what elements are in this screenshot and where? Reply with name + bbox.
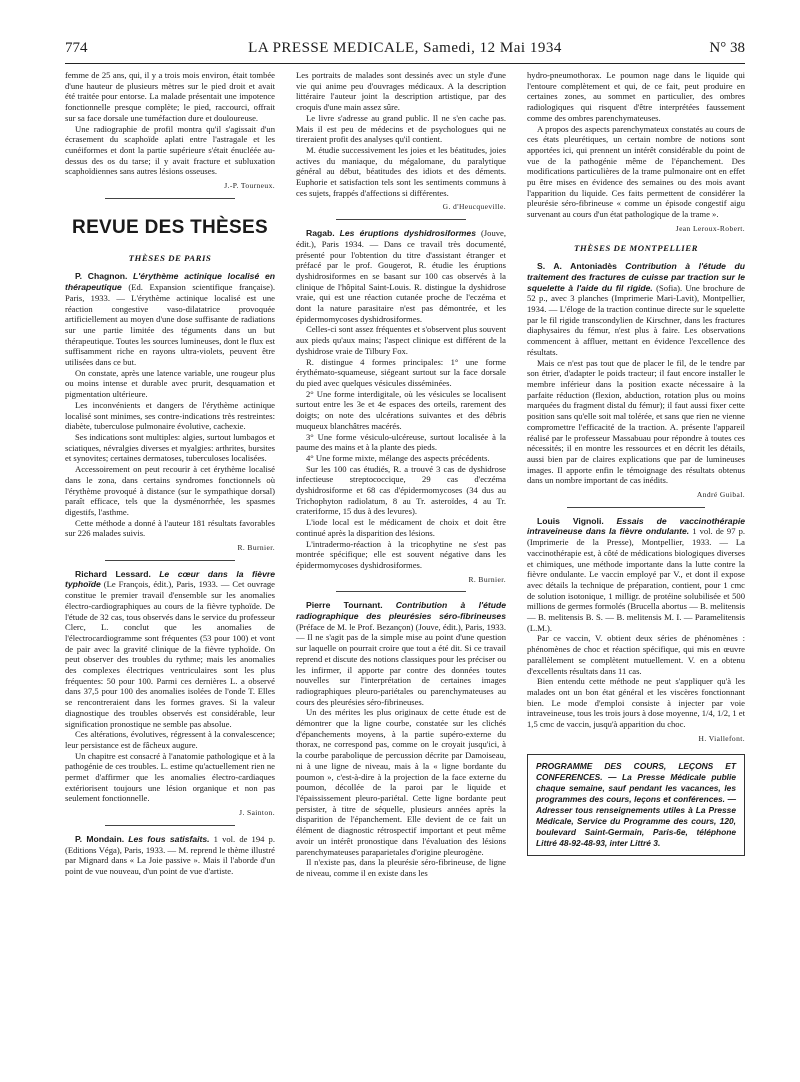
divider	[336, 219, 466, 220]
entry-body: 1 vol. de 97 p. (Imprimerie de la Presse), Montpellier, 1933. — La vaccinothérapie est, à côté de médications biologiques diverses et chimiques, une méthode importante dans la lutte contre la fièvre ondulante. Le vaccin employé par V., et dont il expose avec détails la technique de préparation, contient, pour 1 cmc de solution isotonique, 1 milligr. de protéine solubilisée et 500 millions de germes formolés (Brucella abortus — B. melitensis — B. melitensis B. S. — B. melitensis M. I. — Paramelitensis (L.M.).	[527, 526, 746, 633]
paragraph: Mais ce n'est pas tout que de placer le fil, de le tendre par son étrier, d'adapter le poids tracteur; il faut encore installer le membre inférieur dans la position exacte nécessaire à la parfaite réduction (flexion, abduction, rotation plus ou moins marquées du fragment distal du fémur); il faut aussi fixer cette position sans qu'elle soit mal tolérée, et sans que rien ne vienne compromettre l'efficacité de la traction. A. présente l'appareil réalisé par le professeur Massabuau pour répondre à toutes ces nécessités; il en montre les ressources et en décrit les détails, aussi bien par de claires explications que par de lumineuses images. Il apporte enfin le témoignage des résultats obtenus dans un nombre important de cas inédits.	[527, 357, 745, 486]
column-2	[296, 70, 506, 879]
review-entry	[65, 569, 275, 819]
paragraph: Celles-ci sont assez fréquentes et s'observent plus souvent aux pieds qu'aux mains; l'aspect clinique est différent de la dyshidrose vraie de Tilbury Fox.	[296, 324, 506, 356]
journal-title: LA PRESSE MEDICALE, Samedi, 12 Mai 1934	[248, 40, 562, 56]
paragraph: femme de 25 ans, qui, il y a trois mois environ, était tombée d'une hauteur de plusieurs mètres sur le pied droit et avait été traitée pour entorse. La malade présentait une impotence fonctionnelle presque complète; le pied, raccourci, offrait sur sa face dorsale une tuméfaction dure et douloureuse.	[65, 70, 275, 123]
paragraph: Un chapitre est consacré à l'anatomie pathologique et à la pathogénie de ces troubles. L. estime qu'actuellement rien ne permet d'affirmer que les anomalies électro-cardiaques extériorisent toujours une lésion organique et non pas seulement fonctionnelle.	[65, 750, 275, 804]
paragraph: Par ce vaccin, V. obtient deux séries de phénomènes : phénomènes de choc et réaction spécifique, qui mis en œuvre parallèlement se complètent mutuellement. V. en a obtenu d'excellents résultats dans 11 cas.	[527, 633, 745, 676]
entry-title: Les éruptions dyshidrosiformes	[339, 228, 476, 239]
paragraph: Cette méthode a donné à l'auteur 181 résultats favorables sur 226 malades suivis.	[65, 517, 275, 539]
column-1	[65, 70, 275, 877]
paragraph: L'intradermo-réaction à la tricophytine ne s'est pas montrée spécifique; elle est souvent négative dans les épidermomycoses dyshidrosiformes.	[296, 538, 506, 570]
section-title: REVUE DES THÈSES	[72, 216, 268, 238]
entry-title: Les fous satisfaits.	[128, 833, 210, 844]
paragraph: Bien entendu cette méthode ne peut s'appliquer qu'à les malades ont un bon état général et les viscères fonctionnant bien. Le mode d'emploi consiste à injecter par voie intraveineuse, tous les trois jours à dose moyenne, 1/4, 1/2, 1 et 1,5 cmc de vaccin, jusqu'à apparition du choc.	[527, 676, 745, 730]
subsection-title: THÈSES DE PARIS	[128, 252, 212, 263]
paragraph: R. distingue 4 formes principales: 1° une forme érythémato-squameuse, siégeant surtout sur la face dorsale du pied avec quelques vésicules disséminées.	[296, 356, 506, 388]
paragraph: Accessoirement on peut recourir à cet érythème localisé dans le zona, dans certains syndromes fonctionnels où l'érythème provoqué à distance (sur le sympathique dorsal) paraît efficace, tels que la dysménorrhée, les spasmes digestifs, l'asthme.	[65, 464, 275, 517]
entry-title: Essais de vaccinothérapie intraveineuse dans la fièvre ondulante.	[527, 515, 745, 537]
paragraph: 3° Une forme vésiculo-ulcéreuse, surtout localisée à la paume des mains et à la plante des pieds.	[296, 431, 506, 453]
paragraph: Ses indications sont multiples: algies, surtout lumbagos et sciatiques, névralgies diverses et myalgies: arthrites, bursites et synovites; certaines dermatoses, tuberculoses localisées.	[65, 431, 275, 464]
entry-body: (Sofia). Une brochure de 52 p., avec 3 planches (Imprimerie Mari-Lavit), Montpellier, 1934. — L'éloge de la traction continue directe sur le squelette par le fil rigide transcondylien de Kirschner, dans les fractures diaphysaires du fémur, n'est plus à faire. Les observations commencent à affluer, mettant en évidence l'excellence des résultats.	[527, 282, 745, 357]
paragraph: Une radiographie de profil montra qu'il s'agissait d'un écrasement du scaphoïde aplati entre l'astragale et les cunéiformes et dont la partie supérieure s'était énucléée au-dessus des os du tarse; il y avait fracture et subluxation scaphoïdiennes sans autres lésions osseuses.	[65, 123, 275, 177]
review-entry	[296, 228, 506, 585]
review-entry	[527, 516, 745, 745]
paragraph: Sur les 100 cas étudiés, R. a trouvé 3 cas de dyshidrose infectieuse streptococcique, 29 cas d'eczéma dyshidrosiforme et 68 cas d'épidermomycoses (34 dus au Trichophyton radiolatum, 8 au Tr. asteroïdes, 4 au Tr. crateriforme, 15 dus à des levures).	[296, 463, 506, 517]
review-entry	[65, 834, 275, 877]
header-rule	[65, 63, 745, 64]
page-header	[65, 40, 745, 62]
notice-text: PROGRAMME DES COURS, LEÇONS ET CONFERENCES. — La Presse Médicale publie chaque semaine, sauf pendant les vacances, les programmes des cours, leçons et conférences. — Adresser tous renseignements utiles à La Presse Médicale, Service du Programme des cours, 120, boulevard Saint-Germain, Paris-6e, téléphone Littré 48-92-48-93, inter Littré 3.	[536, 761, 736, 849]
signature: J. Sainton.	[239, 808, 275, 818]
signature: Jean Leroux-Robert.	[675, 223, 745, 233]
signature: R. Burnier.	[237, 543, 275, 553]
paragraph: 4° Une forme mixte, mélange des aspects précédents.	[306, 452, 490, 463]
paragraph: Il n'existe pas, dans la pleurésie séro-fibrineuse, de ligne de niveau, comme il en existe dans les	[296, 857, 506, 878]
entry-author: Ragab.	[306, 228, 335, 239]
paragraph: On constate, après une latence variable, une rougeur plus ou moins intense et durable avec prurit, desquamation et pigmentation ultérieure.	[65, 367, 275, 400]
divider	[567, 507, 705, 508]
entry-author: Louis Vignoli.	[537, 515, 604, 526]
entry-body: 1 vol. de 194 p. (Editions Véga), Paris, 1933. — M. reprend le thème illustré par Mignard dans « La Joie passive ». Mais il l'aborde d'un point de vue nouveau, d'un point de vue d'artiste.	[65, 833, 275, 876]
signature: R. Burnier.	[468, 574, 506, 584]
subsection-title: THÈSES DE MONTPELLIER	[574, 242, 698, 253]
entry-title: Contribution à l'étude radiographique des pleurésies séro-fibrineuses	[296, 600, 506, 622]
entry-body: (Ed. Expansion scientifique française). Paris, 1933. — L'érythème actinique localisé est une réaction congestive vaso-dilatatrice provoquée artificiellement au moyen d'une dose suffisante de radiations sur une partie limitée des téguments dans un but thérapeutique. Toutes les sources lumineuses, dont le flux est suffisamment riche en rayons ultra-violets, peuvent être utilisées dans ce but.	[65, 282, 275, 368]
divider	[336, 591, 466, 592]
paragraph: M. étudie successivement les joies et les béatitudes, joies actives du maniaque, du mégalomane, du paralytique général au début, béatitudes des idiots et des déments. Euphorie et satisfaction tels sont les sentiments communs à ces sujets, frappés d'affections si différentes.	[296, 144, 506, 198]
entry-title: L'érythème actinique localisé en thérapeutique	[65, 271, 276, 293]
divider	[105, 560, 235, 561]
review-entry	[65, 271, 275, 553]
issue-number: N° 38	[709, 40, 745, 56]
column-3	[527, 70, 745, 856]
entry-author: P. Chagnon.	[75, 271, 128, 282]
signature: H. Viallefont.	[698, 733, 745, 743]
entry-author: Richard Lessard.	[75, 568, 151, 579]
entry-author: P. Mondain.	[75, 833, 125, 844]
paragraph: Ces altérations, évolutives, régressent à la convalescence; leur persistance est de fâcheux augure.	[65, 729, 275, 750]
entry-title: Contribution à l'étude du traitement des fractures de cuisse par traction sur le squelette à l'aide du fil rigide.	[527, 261, 745, 293]
course-program-notice	[527, 754, 745, 856]
page-number: 774	[65, 40, 88, 56]
signature: G. d'Heucqueville.	[442, 202, 506, 212]
paragraph: Le livre s'adresse au grand public. Il ne s'en cache pas. Mais il est peu de médecins et de psychologues qui ne tireraient profit des analyses qu'il contient.	[296, 112, 506, 145]
paragraph: Les portraits de malades sont dessinés avec un style d'une vie qui anime peu d'ouvrages médicaux. A la description littéraire l'auteur joint la description artistique, par des croquis d'une main assez sûre.	[296, 70, 506, 113]
entry-title: Le cœur dans la fièvre typhoïde	[65, 568, 275, 590]
signature: André Guibal.	[696, 490, 745, 500]
paragraph: L'iode local est le médicament de choix et doit être continué après la disparition des lésions.	[296, 517, 506, 538]
review-entry	[527, 261, 745, 500]
review-entry	[296, 600, 506, 878]
paragraph: A propos des aspects parenchymateux constatés au cours de ces états pleurétiques, un certain nombre de notions sont apportées ici, qui prennent un intérêt considérable du point de vue de la pathogénie même de l'épanchement. Des modifications particulières de la trame pulmonaire ont en effet pu être mises en évidence des semaines ou des mois avant l'apparition du liquide. Ces faits permettent de considérer la pleurésie séro-fibrineuse « comme un épisode congestif aigu survenant au cours d'un état pathologique de la trame ».	[527, 123, 745, 220]
paragraph: Un des mérites les plus originaux de cette étude est de démontrer que la ligne courbe, constatée sur les clichés d'épanchements moyens, à la partie supéro-externe du thorax, ne correspond pas, comme on le croyait jusqu'ici, à la courbe parabolique de percussion décrite par Damoiseau, ni à une ligne de niveau, mais à la « ligne bordante du poumon », c'est-à-dire à la projection de la face externe du poumon, décollée de la paroi par le liquide et l'épaississement pleuro-pariétal. Cette ligne bordante peut persister, à titre de séquelle, plusieurs années après la disparition de l'épanchement. Elle devient de ce fait un élément de diagnostic rétrospectif important et peut même avoir un intérêt pronostique dans l'évaluation des lésions parenchymateuses paraparietales d'origine pleurogène.	[296, 707, 506, 857]
paragraph: 2° Une forme interdigitale, où les vésicules se localisent surtout entre les 3e et 4e espaces des orteils, rarement des doigts; on note des ulcérations suivantes et des débris muqueux blanchâtres macérés.	[296, 388, 506, 431]
entry-body: (Préface de M. le Prof. Bezançon) (Jouve, édit.), Paris, 1933. — Il ne s'agit pas de la simple mise au point d'une question sur laquelle on pourrait croire que tout a été dit. Si ce travail reprend et discute des notions classiques pour les préciser ou les infirmer, il apporte par contre des données toutes nouvelles sur l'interprétation de certaines images radiographiques pleuro-pariétales ou parenchymateuses au cours des pleurésies séro-fibrineuses.	[296, 621, 506, 707]
entry-author: Pierre Tournant.	[306, 600, 383, 611]
entry-body: (Jouve, édit.), Paris 1934. — Dans ce travail très documenté, présenté pour l'obtention du titre d'assistant étranger et préfacé par le prof. Gougerot, R. étudie les éruptions dyshidrosiformes en se basant sur 100 cas observés à la clinique de l'hôpital Saint-Louis. R. distingue la dyshidrose vraie, qui est une réaction cutanée proche de l'eczéma et dont la nature parasitaire n'est pas démontrée, et les épidermomycoses dyshidrosiformes.	[296, 228, 506, 324]
signature: J.-P. Tourneux.	[224, 181, 275, 191]
divider	[105, 198, 235, 199]
entry-author: S. A. Antoniadès	[537, 261, 617, 272]
entry-body: (Le François, édit.), Paris, 1933. — Cet ouvrage constitue le premier travail d'ensemble sur les anomalies électro-cardiographiques au cours de la fièvre typhoïde. De l'étude de 32 cas, tous observés dans le service du professeur Clerc, L. conclut que les anomalies de l'électrocardiogramme sont fréquentes (53 pour 100) et vont de pair avec la gravité clinique de la fièvre typhoïde. On peut observer des troubles du rythme; mais les anomalies des complexes électriques ventriculaires sont les plus fréquentes: 50 pour 100. Parmi ces dernières L. a observé dans 37,5 pour 100 des anomalies isolées de l'onde T. Elles se rencontreraient dans les formes graves. Si la valeur diagnostique des troubles observés est considérable, leur signification pronostique ne semble pas absolue.	[65, 579, 275, 729]
divider	[105, 825, 235, 826]
paragraph: Les inconvénients et dangers de l'érythème actinique localisé sont minimes, ses contre-indications très restreintes: diabète, tuberculose pulmonaire évolutive, cachexie.	[65, 399, 275, 432]
paragraph: hydro-pneumothorax. Le poumon nage dans le liquide qui l'entoure complètement et qui, de ce fait, peut produire en certaines zones, au sommet en particulier, des ombres radiologiques qui risquent d'être interprétées faussement comme des ombres parenchymateuses.	[527, 70, 745, 123]
